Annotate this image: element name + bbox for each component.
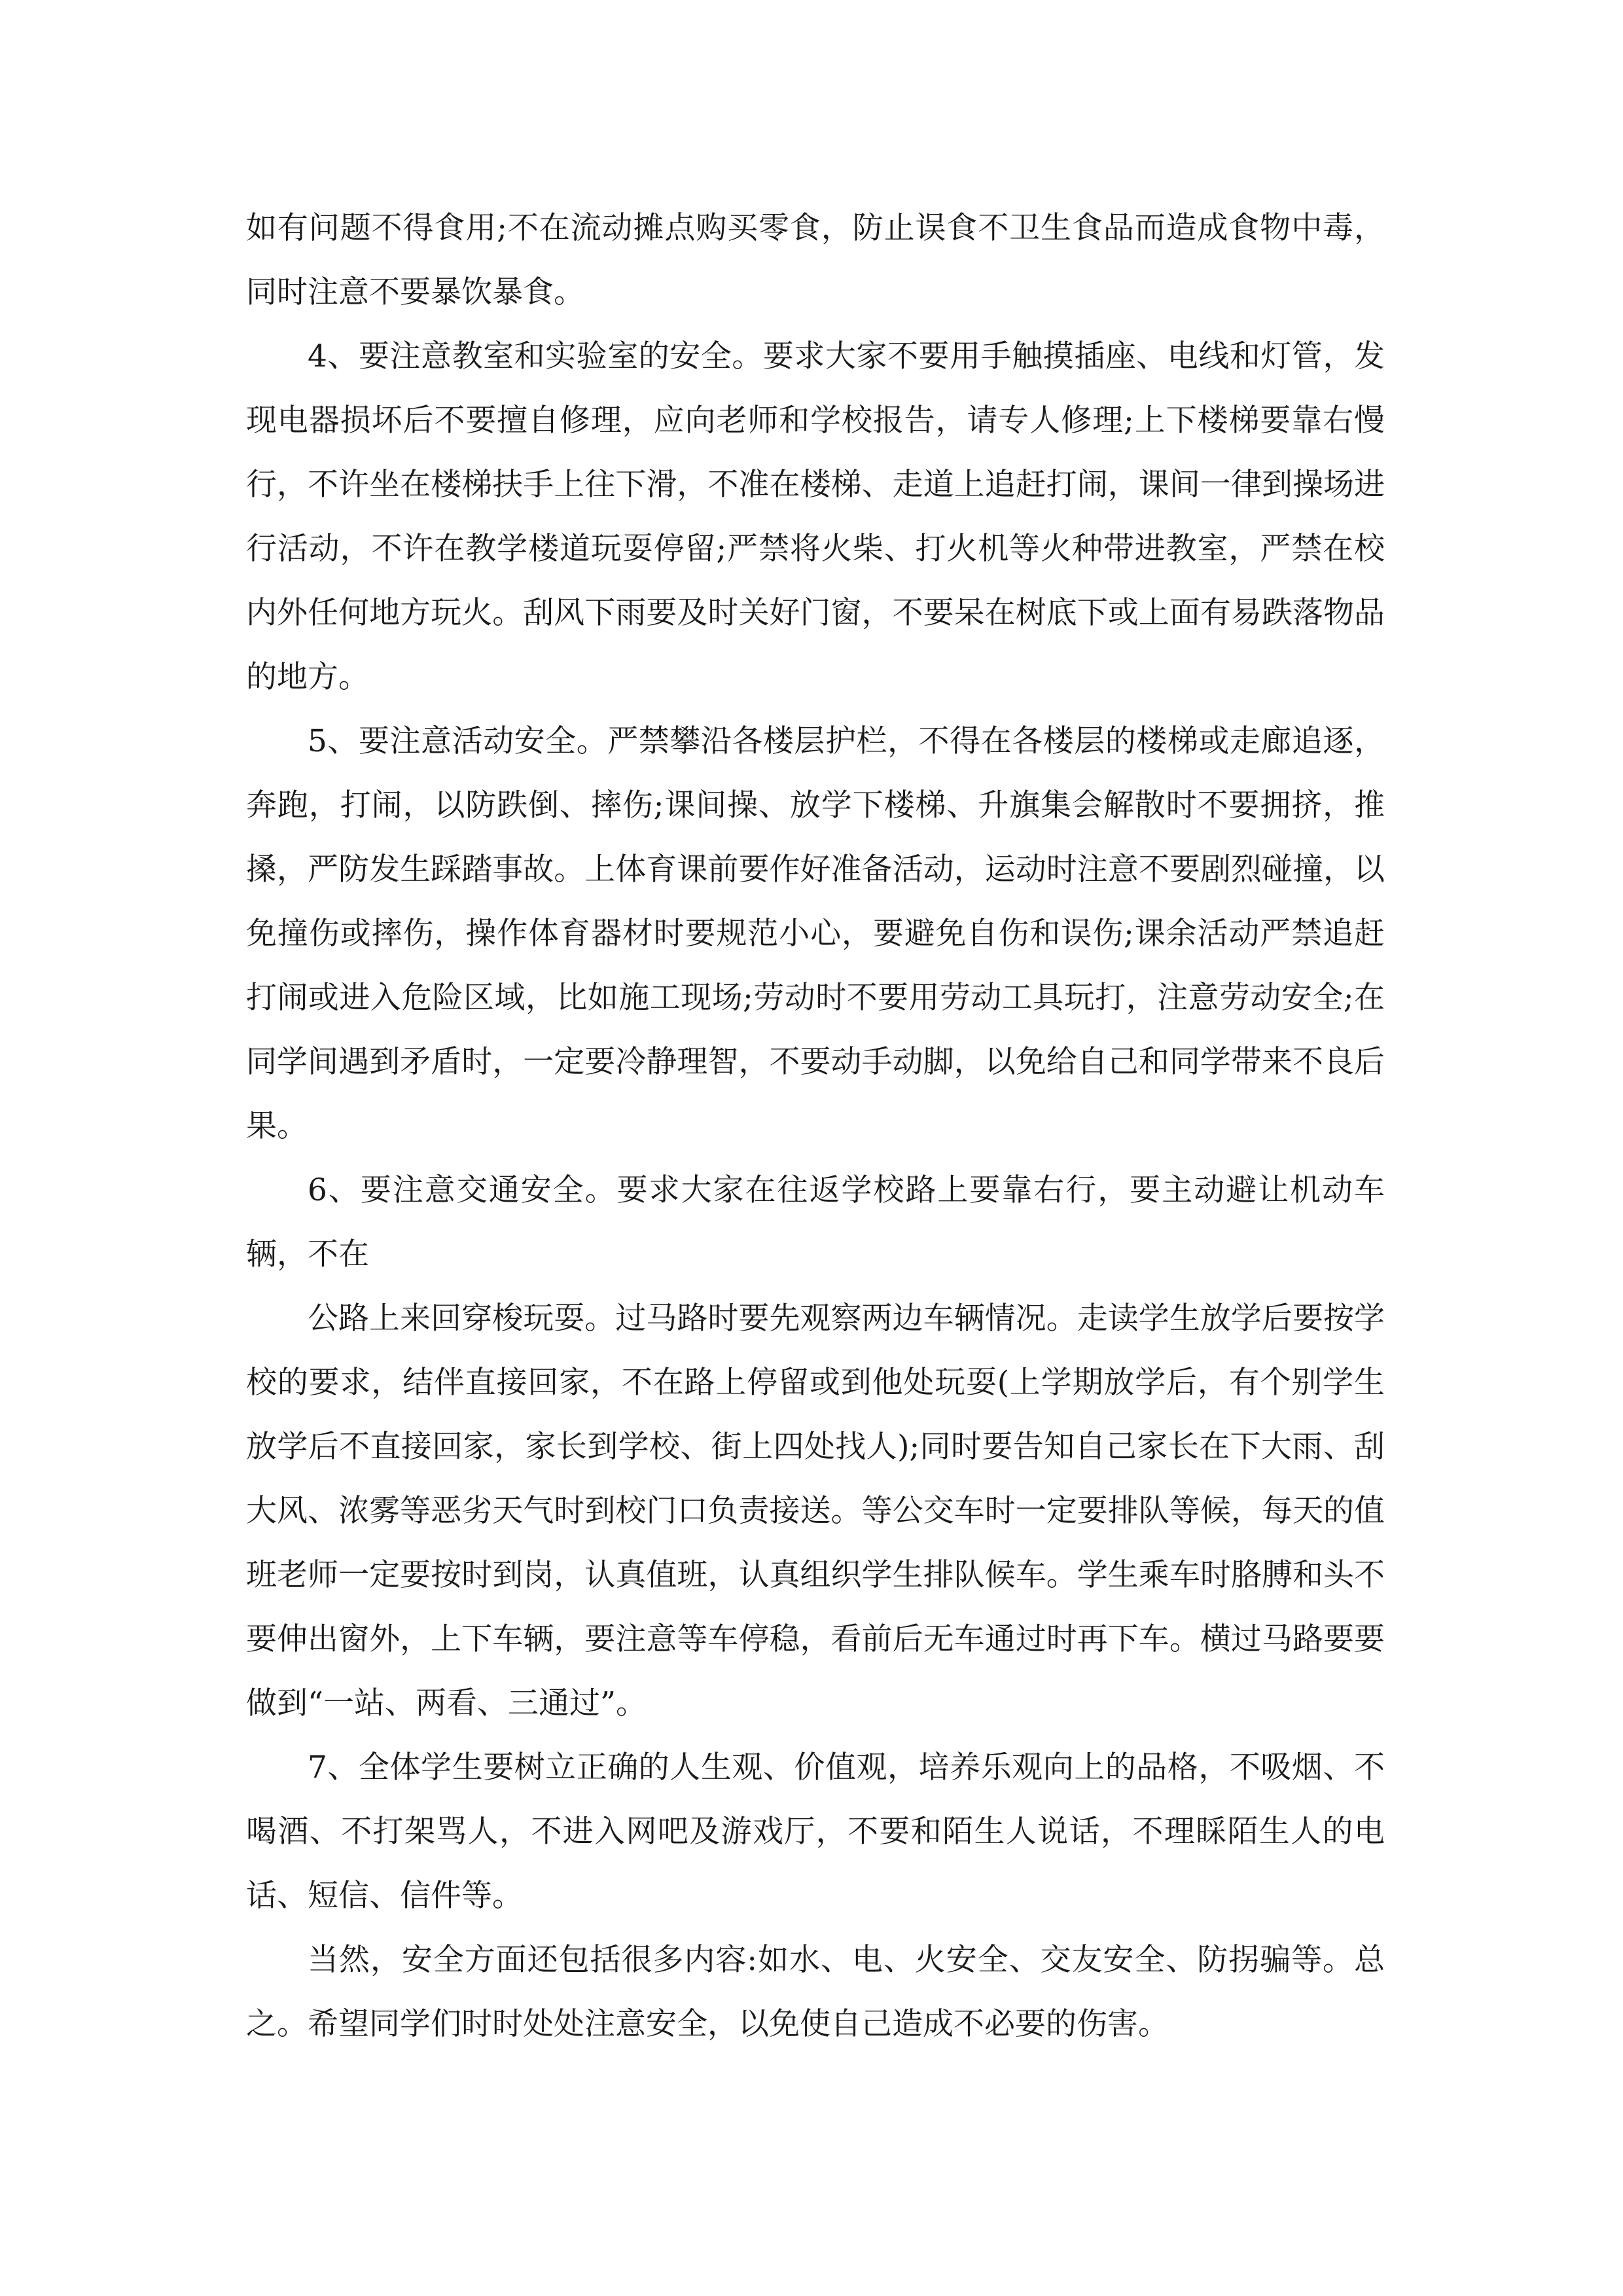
document-body — [246, 196, 1385, 2056]
paragraph-values-behavior: 7、全体学生要树立正确的人生观、价值观，培养乐观向上的品格，不吸烟、不喝酒、不打架骂人，不进入网吧及游戏厅，不要和陌生人说话，不理睬陌生人的电话、短信、信件等。 — [246, 1749, 1385, 1914]
paragraph-traffic-safety-continued: 公路上来回穿梭玩耍。过马路时要先观察两边车辆情况。走读学生放学后要按学校的要求，结伴直接回家，不在路上停留或到他处玩耍(上学期放学后，有个别学生放学后不直接回家，家长到学校、街上四处找人);同时要告知自己家长在下大雨、刮大风、浓雾等恶劣天气时到校门口负责接送。等公交车时一定要排队等候，每天的值班老师一定要按时到岗，认真值班，认真组织学生排队候车。学生乘车时胳膊和头不要伸出窗外，上下车辆，要注意等车停稳，看前后无车通过时再下车。横过马路要要做到“一站、两看、三通过”。 — [246, 1300, 1385, 1721]
paragraph-classroom-lab-safety: 4、要注意教室和实验室的安全。要求大家不要用手触摸插座、电线和灯管，发现电器损坏后不要擅自修理，应向老师和学校报告，请专人修理;上下楼梯要靠右慢行，不许坐在楼梯扶手上往下滑，不准在楼梯、走道上追赶打闹，课间一律到操场进行活动，不许在教学楼道玩耍停留;严禁将火柴、打火机等火种带进教室，严禁在校内外任何地方玩火。刮风下雨要及时关好门窗，不要呆在树底下或上面有易跌落物品的地方。 — [246, 338, 1385, 695]
paragraph-traffic-safety: 6、要注意交通安全。要求大家在往返学校路上要靠右行，要主动避让机动车辆，不在 — [246, 1172, 1385, 1272]
paragraph-conclusion: 当然，安全方面还包括很多内容:如水、电、火安全、交友安全、防拐骗等。总之。希望同学们时时处处注意安全，以免使自己造成不必要的伤害。 — [246, 1942, 1385, 2042]
paragraph-activity-safety: 5、要注意活动安全。严禁攀沿各楼层护栏，不得在各楼层的楼梯或走廊追逐，奔跑，打闹，以防跌倒、摔伤;课间操、放学下楼梯、升旗集会解散时不要拥挤，推搡，严防发生踩踏事故。上体育课前要作好准备活动，运动时注意不要剧烈碰撞，以免撞伤或摔伤，操作体育器材时要规范小心，要避免自伤和误伤;课余活动严禁追赶打闹或进入危险区域，比如施工现场;劳动时不要用劳动工具玩打，注意劳动安全;在同学间遇到矛盾时，一定要冷静理智，不要动手动脚，以免给自己和同学带来不良后果。 — [246, 723, 1385, 1144]
paragraph-food-safety-continued: 如有问题不得食用;不在流动摊点购买零食，防止误食不卫生食品而造成食物中毒，同时注意不要暴饮暴食。 — [246, 210, 1385, 310]
